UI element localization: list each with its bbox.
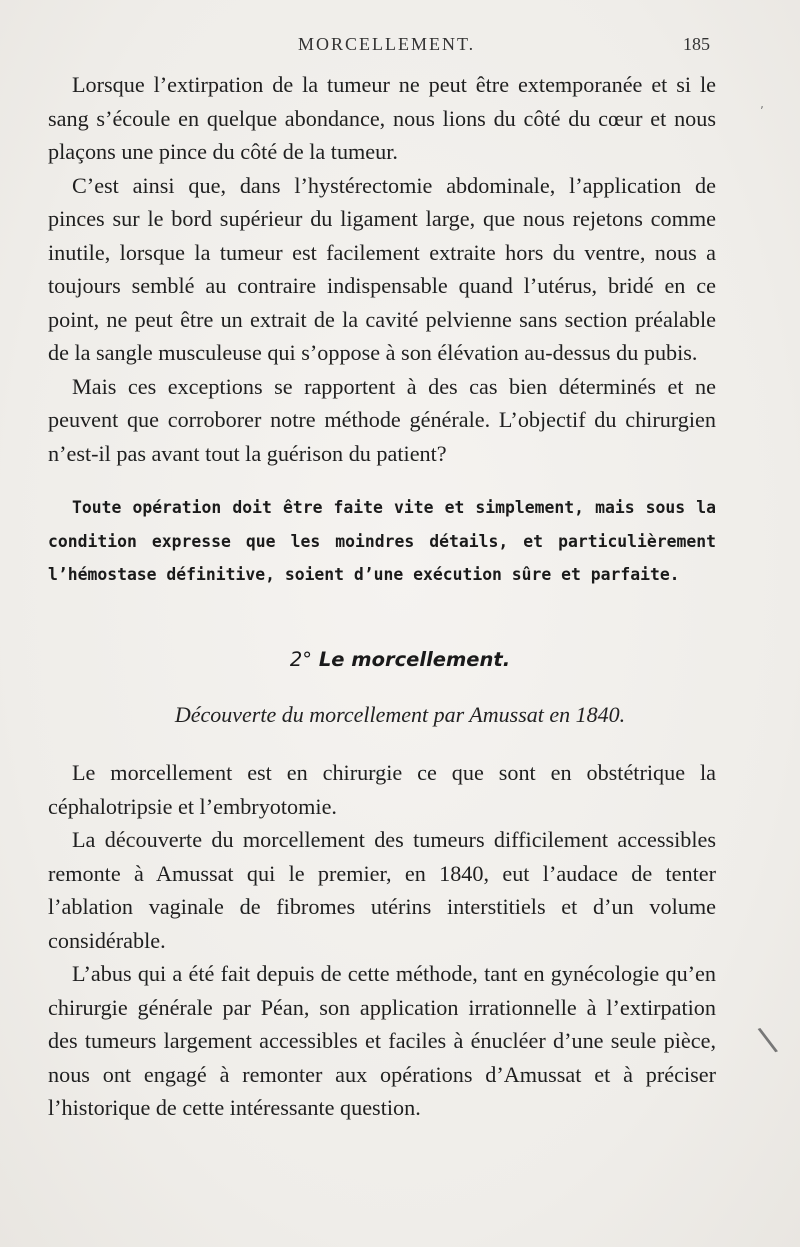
section-title: Le morcellement. (318, 648, 511, 671)
running-title: MORCELLEMENT. (298, 34, 476, 54)
paragraph-extirpation: Lorsque l’extirpation de la tumeur ne peut être extemporanée et si le sang s’écoule en quelque abondance, nous lions du côté du cœur et nous plaçons une pince du côté de la tumeur. (48, 72, 716, 164)
paragraph-exceptions: Mais ces exceptions se rapportent à des cas bien déterminés et ne peuvent que corroborer notre méthode générale. L’objectif du chirurgien n’est-il pas avant tout la guérison du patient? (48, 373, 716, 466)
paragraph-amussat-discovery: La découverte du morcellement des tumeurs difficilement accessibles remonte à Amussat qui le premier, en 1840, eut l’audace de tenter l’ablation vaginale de fibromes utérins interstitiels et d’un volume considérable. (48, 827, 716, 953)
emphasis-paragraph: Toute opération doit être faite vite et simplement, mais sous la condition expresse que les moindres détails, et particulièrement l’hémostase définitive, soient d’une exécution sûre et parfaite. (48, 498, 716, 584)
paragraph-morcellement-definition: Le morcellement est en chirurgie ce que sont en obstétrique la céphalotripsie et l’embryotomie. (48, 760, 716, 819)
emphasis-block (48, 491, 716, 592)
bottom-text-block (48, 756, 716, 1125)
paragraph-hysterectomie: C’est ainsi que, dans l’hystérectomie abdominale, l’application de pinces sur le bord supérieur du ligament large, que nous rejetons comme inutile, lorsque la tumeur est facilement extraite hors du ventre, nous a toujours semblé au contraire indispensable quand l’utérus, bridé en ce point, ne peut être un extrait de la cavité pelvienne sans section préalable de la sangle musculeuse qui s’oppose à son élévation au-dessus du pubis. (48, 172, 716, 365)
page-number: 185 (683, 34, 710, 54)
top-text-block (48, 68, 716, 470)
section-number: 2° (289, 648, 313, 671)
section-subtitle: Découverte du morcellement par Amussat en 1840. (174, 702, 626, 727)
margin-speck: ʼ (760, 104, 764, 118)
margin-pencil-mark: \ (755, 1019, 780, 1061)
section-heading (0, 648, 800, 671)
paragraph-abuse-pean: L’abus qui a été fait depuis de cette méthode, tant en gynécologie qu’en chirurgie générale par Péan, son application irrationnelle à l’extirpation des tumeurs largement accessibles et faciles à énucléer d’une seule pièce, nous ont engagé à remonter aux opérations d’Amussat et à préciser l’historique de cette intéressante question. (48, 961, 716, 1120)
